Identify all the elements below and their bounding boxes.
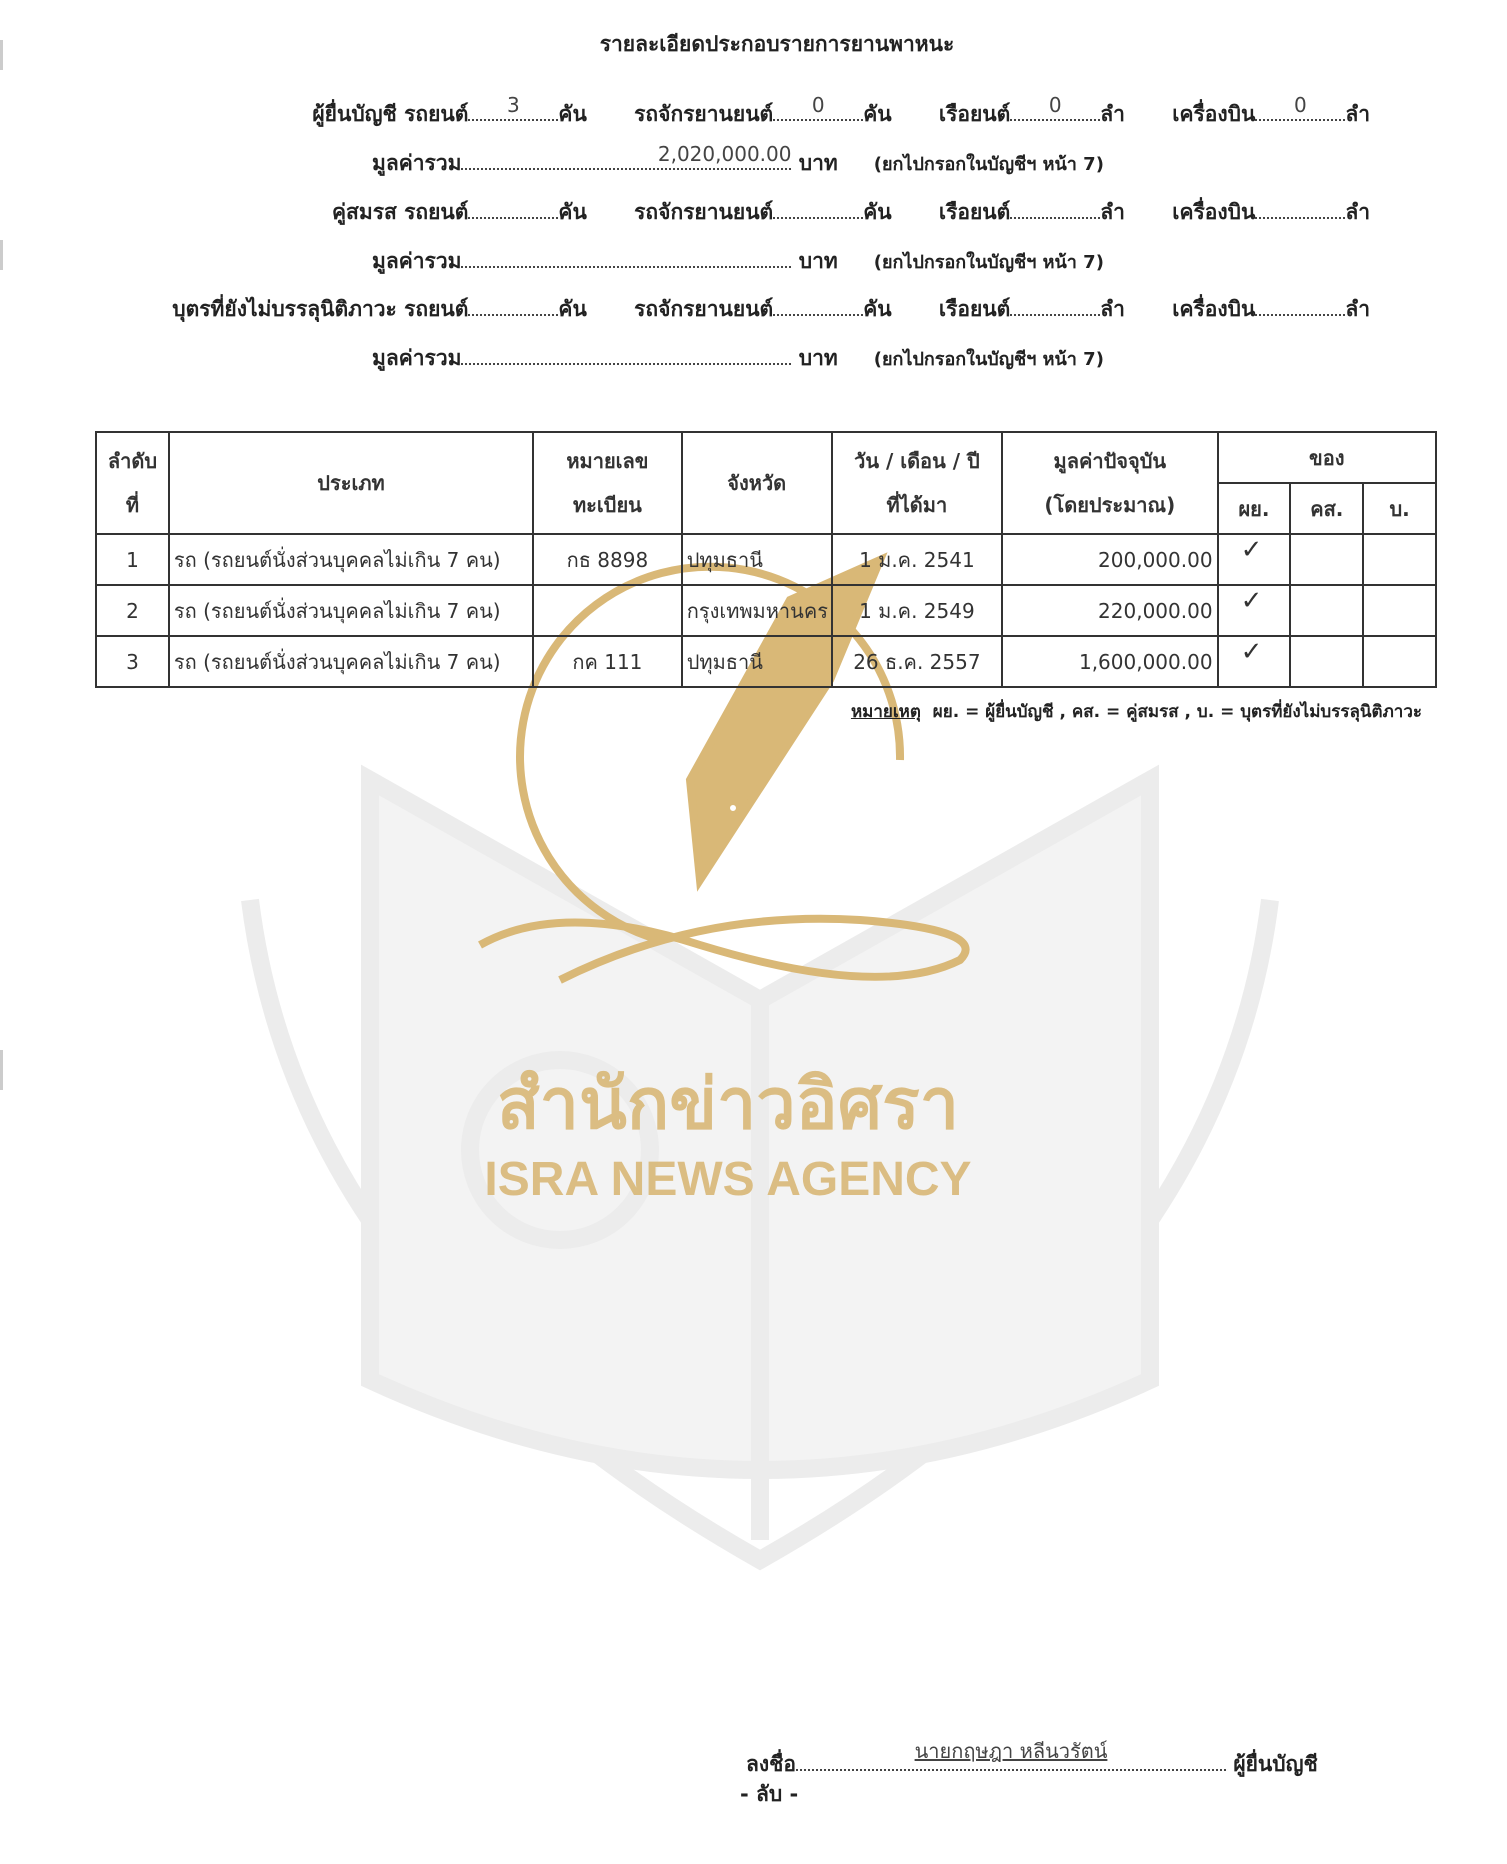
- unit-baht: บาท: [798, 346, 838, 370]
- plane-count: 0: [1293, 93, 1307, 117]
- group-name: บุตรที่ยังไม่บรรลุนิติภาวะ: [172, 297, 397, 321]
- group-total-line: [372, 342, 1104, 375]
- group-counts-line: [332, 196, 1370, 229]
- note-label: หมายเหตุ: [850, 702, 921, 722]
- cell-no: 3: [96, 636, 169, 687]
- cell-value: 200,000.00: [1002, 534, 1218, 585]
- unit: คัน: [863, 297, 892, 321]
- unit-baht: บาท: [798, 249, 838, 273]
- header-date: วัน / เดือน / ปี ที่ได้มา: [832, 432, 1002, 534]
- motorcycle-count: 0: [811, 93, 825, 117]
- label-total: มูลค่ารวม: [372, 151, 462, 175]
- unit: ลำ: [1100, 200, 1125, 224]
- cell-value: 220,000.00: [1002, 585, 1218, 636]
- label-motorcycle: รถจักรยานยนต์: [634, 102, 774, 126]
- table-note: [851, 698, 1422, 725]
- signature-label: ลงชื่อ: [746, 1752, 796, 1776]
- cell-plate: กธ 8898: [533, 534, 682, 585]
- label-boat: เรือยนต์: [938, 200, 1011, 224]
- boat-count: 0: [1048, 93, 1062, 117]
- header-province: จังหวัด: [682, 432, 832, 534]
- label-car: รถยนต์: [404, 297, 469, 321]
- signature-role: ผู้ยื่นบัญชี: [1233, 1752, 1318, 1776]
- table-row: [96, 585, 1436, 636]
- group-total-line: [372, 245, 1104, 278]
- signature-name: นายกฤษฎา หลีนวรัตน์: [914, 1739, 1108, 1763]
- label-total: มูลค่ารวม: [372, 249, 462, 273]
- header-type: ประเภท: [169, 432, 533, 534]
- group-counts-line: [172, 293, 1370, 326]
- label-plane: เครื่องบิน: [1172, 297, 1256, 321]
- header-owner: ของ: [1218, 432, 1436, 483]
- unit-baht: บาท: [798, 151, 838, 175]
- header-owner-child: บ.: [1363, 483, 1436, 534]
- page-title: รายละเอียดประกอบรายการยานพาหนะ: [599, 32, 955, 56]
- carry-note: (ยกไปกรอกในบัญชีฯ หน้า 7): [873, 252, 1104, 273]
- group-name: ผู้ยื่นบัญชี: [312, 102, 397, 126]
- table-row: [96, 636, 1436, 687]
- cell-no: 2: [96, 585, 169, 636]
- check-icon: ✓: [1218, 585, 1291, 636]
- cell-type: รถ (รถยนต์นั่งส่วนบุคคลไม่เกิน 7 คน): [169, 585, 533, 636]
- cell-province: ปทุมธานี: [682, 636, 832, 687]
- check-icon: ✓: [1218, 534, 1291, 585]
- carry-note: (ยกไปกรอกในบัญชีฯ หน้า 7): [873, 154, 1104, 175]
- label-boat: เรือยนต์: [938, 297, 1011, 321]
- unit: ลำ: [1345, 297, 1370, 321]
- cell-child: [1363, 534, 1436, 585]
- group-name: คู่สมรส: [332, 200, 397, 224]
- unit: คัน: [863, 200, 892, 224]
- header-owner-spouse: คส.: [1290, 483, 1363, 534]
- cell-no: 1: [96, 534, 169, 585]
- cell-date: 1 ม.ค. 2541: [832, 534, 1002, 585]
- cell-value: 1,600,000.00: [1002, 636, 1218, 687]
- cell-spouse: [1290, 585, 1363, 636]
- carry-note: (ยกไปกรอกในบัญชีฯ หน้า 7): [873, 349, 1104, 370]
- cell-spouse: [1290, 534, 1363, 585]
- label-boat: เรือยนต์: [938, 102, 1011, 126]
- label-total: มูลค่ารวม: [372, 346, 462, 370]
- cell-type: รถ (รถยนต์นั่งส่วนบุคคลไม่เกิน 7 คน): [169, 636, 533, 687]
- label-plane: เครื่องบิน: [1172, 102, 1256, 126]
- unit: คัน: [558, 102, 587, 126]
- watermark-english: ISRA NEWS AGENCY: [484, 1153, 972, 1206]
- car-count: 3: [507, 93, 520, 117]
- group-counts-line: [312, 93, 1370, 131]
- signature-line: [746, 1739, 1318, 1781]
- cell-province: กรุงเทพมหานคร: [682, 585, 832, 636]
- cell-province: ปทุมธานี: [682, 534, 832, 585]
- cell-plate: กค 111: [533, 636, 682, 687]
- header-value: มูลค่าปัจจุบัน (โดยประมาณ): [1002, 432, 1218, 534]
- cell-date: 26 ธ.ค. 2557: [832, 636, 1002, 687]
- label-motorcycle: รถจักรยานยนต์: [634, 200, 774, 224]
- check-icon: ✓: [1218, 636, 1291, 687]
- label-motorcycle: รถจักรยานยนต์: [634, 297, 774, 321]
- cell-plate: [533, 585, 682, 636]
- label-plane: เครื่องบิน: [1172, 200, 1256, 224]
- unit: คัน: [558, 200, 587, 224]
- unit: ลำ: [1100, 102, 1125, 126]
- unit: คัน: [863, 102, 892, 126]
- header-owner-filer: ผย.: [1218, 483, 1291, 534]
- header-no: ลำดับ ที่: [96, 432, 169, 534]
- unit: ลำ: [1100, 297, 1125, 321]
- cell-date: 1 ม.ค. 2549: [832, 585, 1002, 636]
- unit: ลำ: [1345, 102, 1370, 126]
- cell-spouse: [1290, 636, 1363, 687]
- label-car: รถยนต์: [404, 102, 469, 126]
- cell-type: รถ (รถยนต์นั่งส่วนบุคคลไม่เกิน 7 คน): [169, 534, 533, 585]
- unit: ลำ: [1345, 200, 1370, 224]
- label-car: รถยนต์: [404, 200, 469, 224]
- table-row: [96, 534, 1436, 585]
- total-value: 2,020,000.00: [657, 142, 792, 166]
- note-text: ผย. = ผู้ยื่นบัญชี , คส. = คู่สมรส , บ. = บุตรที่ยังไม่บรรลุนิติภาวะ: [932, 702, 1422, 722]
- unit: คัน: [558, 297, 587, 321]
- vehicle-table: [95, 431, 1437, 688]
- classification-footer: - ลับ -: [740, 1782, 799, 1806]
- cell-child: [1363, 585, 1436, 636]
- watermark-thai: สำนักข่าวอิศรา: [496, 1063, 960, 1145]
- cell-child: [1363, 636, 1436, 687]
- group-total-line: [372, 142, 1104, 180]
- header-plate: หมายเลข ทะเบียน: [533, 432, 682, 534]
